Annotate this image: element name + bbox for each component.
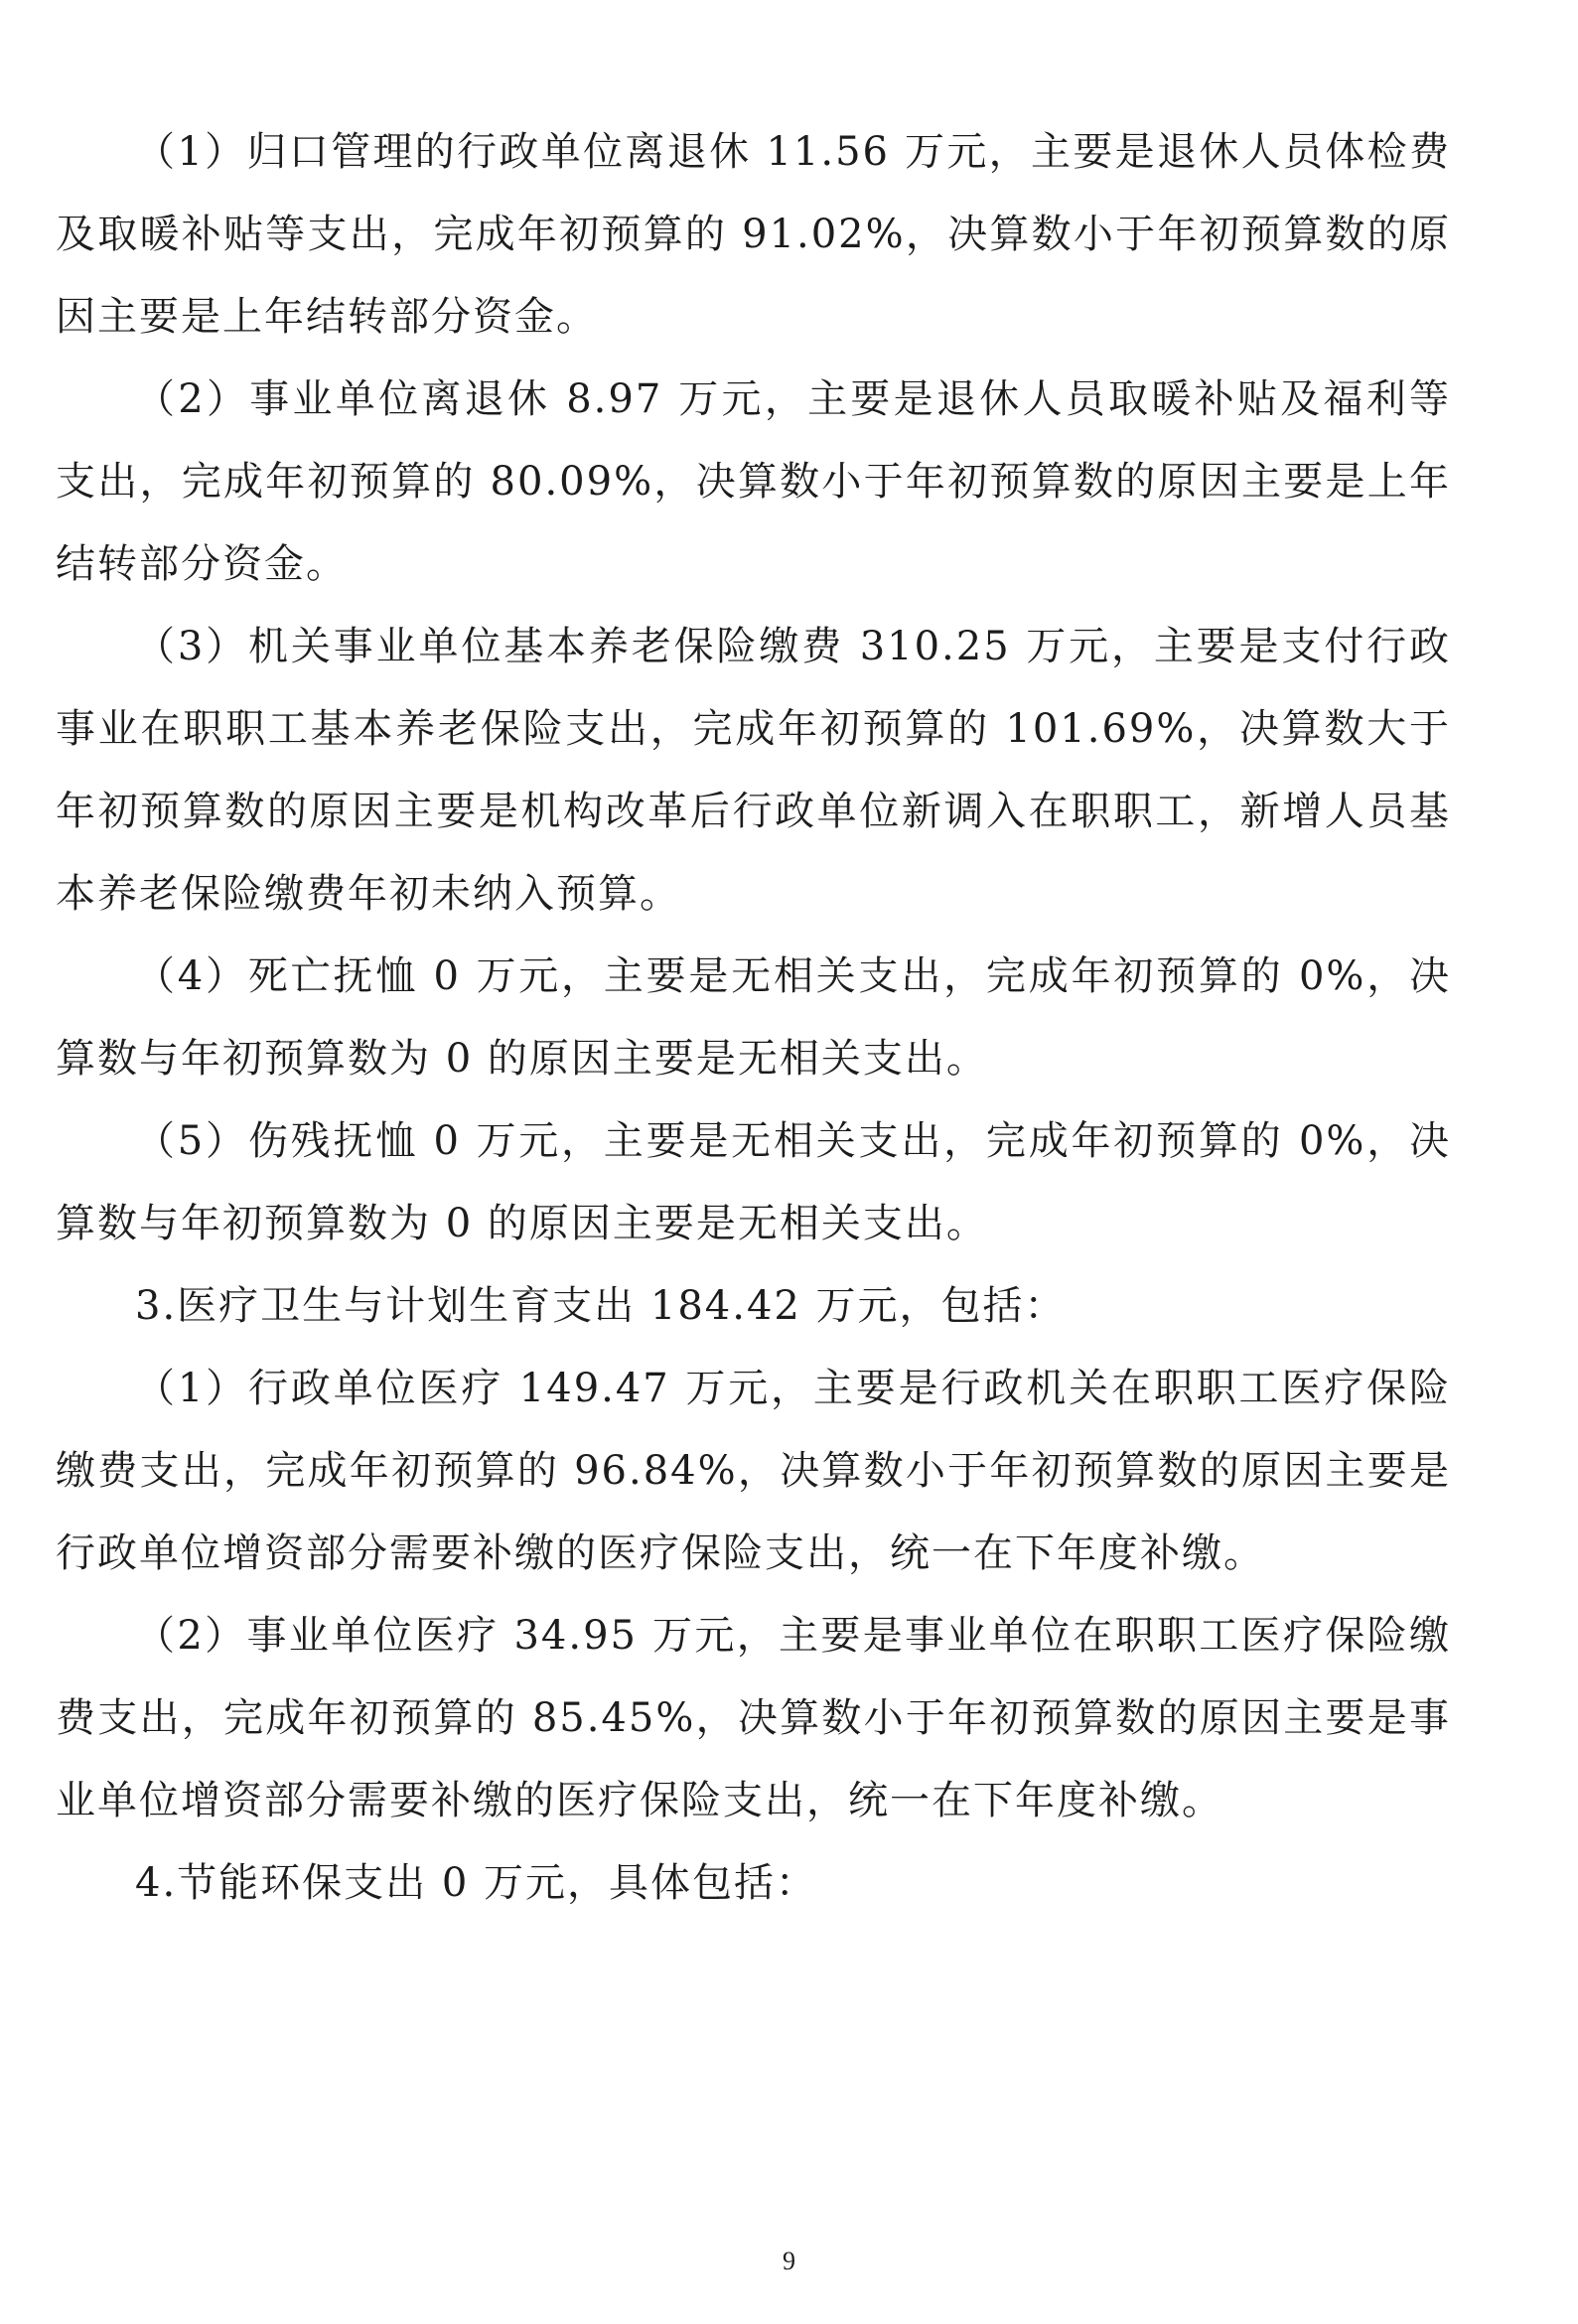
paragraph-pension-insurance: （3）机关事业单位基本养老保险缴费 310.25 万元，主要是支付行政事业在职职工基本养老保险支出，完成年初预算的 101.69%，决算数大于年初预算数的原因主要是机构改革后行政单位新调入在职职工，新增人员基本养老保险缴费年初未纳入预算。 <box>56 624 1451 917</box>
page-number: 9 <box>783 2247 795 2275</box>
paragraph-death-pension: （4）死亡抚恤 0 万元，主要是无相关支出，完成年初预算的 0%，决算数与年初预算数为 0 的原因主要是无相关支出。 <box>56 953 1451 1082</box>
paragraph-retirement-admin: （1）归口管理的行政单位离退休 11.56 万元，主要是退休人员体检费及取暖补贴等支出，完成年初预算的 91.02%，决算数小于年初预算数的原因主要是上年结转部分资金。 <box>56 129 1451 340</box>
paragraph-institution-medical: （2）事业单位医疗 34.95 万元，主要是事业单位在职职工医疗保险缴费支出，完成年初预算的 85.45%，决算数小于年初预算数的原因主要是事业单位增资部分需要补缴的医疗保险支出，统一在下年度补缴。 <box>56 1613 1451 1823</box>
paragraph-retirement-institution: （2）事业单位离退休 8.97 万元，主要是退休人员取暖补贴及福利等支出，完成年初预算的 80.09%，决算数小于年初预算数的原因主要是上年结转部分资金。 <box>56 376 1451 587</box>
paragraph-disability-pension: （5）伤残抚恤 0 万元，主要是无相关支出，完成年初预算的 0%，决算数与年初预算数为 0 的原因主要是无相关支出。 <box>56 1118 1451 1246</box>
paragraph-admin-medical: （1）行政单位医疗 149.47 万元，主要是行政机关在职职工医疗保险缴费支出，完成年初预算的 96.84%，决算数小于年初预算数的原因主要是行政单位增资部分需要补缴的医疗保险支出，统一在下年度补缴。 <box>56 1366 1451 1576</box>
section-heading-health: 3.医疗卫生与计划生育支出 184.42 万元，包括： <box>135 1283 1067 1329</box>
section-heading-environment: 4.节能环保支出 0 万元，具体包括： <box>135 1860 818 1906</box>
